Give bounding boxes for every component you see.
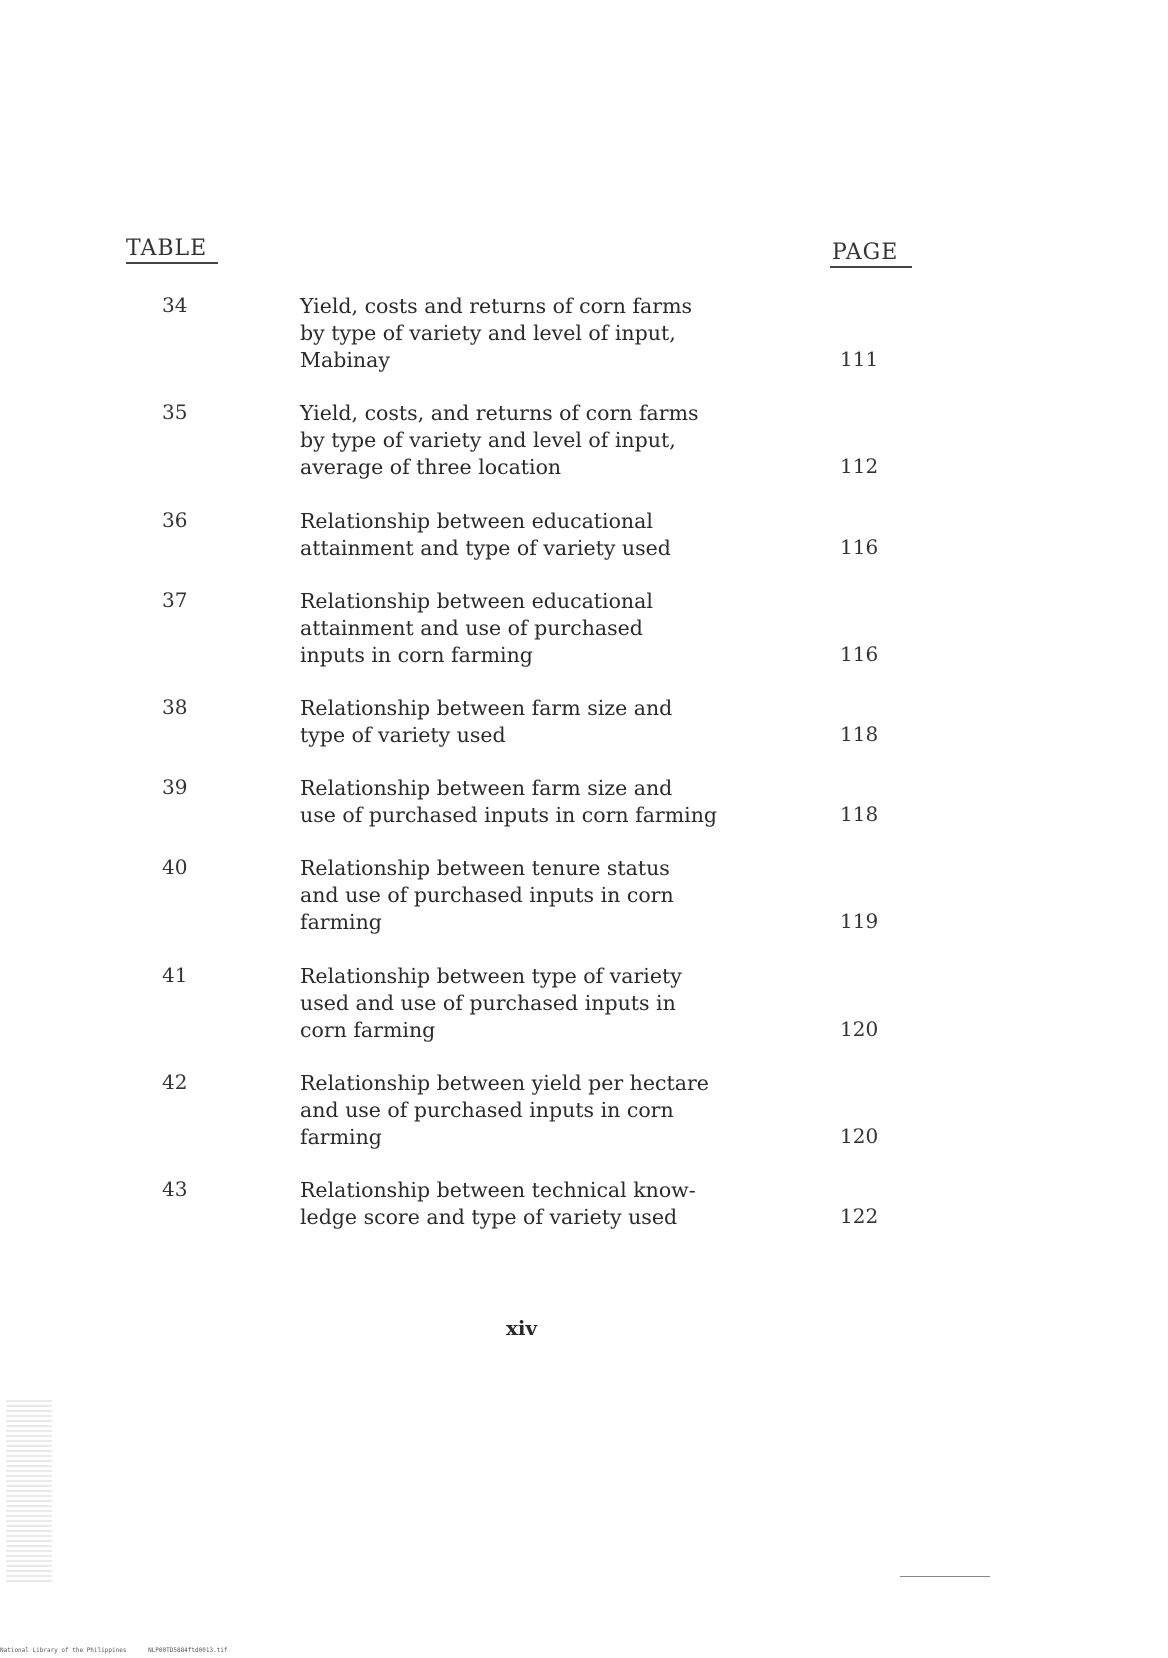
entry-number: 42 — [162, 1070, 188, 1094]
entry-title-line: use of purchased inputs in corn farming — [300, 803, 718, 827]
entry-title-line: Relationship between farm size and — [300, 696, 673, 720]
scan-line-artifact — [900, 1576, 990, 1577]
page-column-header: PAGE — [832, 240, 899, 265]
entry-number: 37 — [162, 588, 188, 612]
entry-title-line: farming — [300, 1125, 382, 1149]
entry-title-line: Yield, costs, and returns of corn farms — [300, 401, 699, 425]
entry-title-line: attainment and type of variety used — [300, 536, 671, 560]
entry-title-line: by type of variety and level of input, — [300, 321, 676, 345]
scan-footer — [0, 1647, 246, 1654]
entry-number: 43 — [162, 1177, 188, 1201]
entry-page-number: 118 — [840, 802, 879, 826]
entry-page-number: 116 — [840, 642, 879, 666]
entry-title-line: Relationship between farm size and — [300, 776, 673, 800]
entry-page-number: 116 — [840, 535, 879, 559]
entry-number: 41 — [162, 963, 188, 987]
entry-title — [300, 695, 800, 749]
entry-title — [300, 963, 800, 1044]
entry-title-line: inputs in corn farming — [300, 643, 533, 667]
entry-title-line: type of variety used — [300, 723, 506, 747]
entry-number: 40 — [162, 855, 188, 879]
entry-title-line: Relationship between yield per hectare — [300, 1071, 709, 1095]
entry-title — [300, 1177, 800, 1231]
entry-title-line: average of three location — [300, 455, 562, 479]
entry-title — [300, 508, 800, 562]
entry-title-line: used and use of purchased inputs in — [300, 991, 676, 1015]
footer-library: National Library of the Philippines — [0, 1647, 127, 1654]
table-column-header: TABLE — [126, 236, 208, 261]
entry-title-line: farming — [300, 910, 382, 934]
entry-number: 38 — [162, 695, 188, 719]
entry-number: 39 — [162, 775, 188, 799]
entry-number: 34 — [162, 293, 188, 317]
footer-file: NLP00TD5884ftd0013.tif — [148, 1647, 228, 1654]
entry-title-line: Mabinay — [300, 348, 390, 372]
entry-page-number: 120 — [840, 1124, 879, 1148]
entry-title-line: and use of purchased inputs in corn — [300, 883, 674, 907]
entry-page-number: 118 — [840, 722, 879, 746]
entry-title-line: corn farming — [300, 1018, 436, 1042]
entry-title-line: Relationship between technical know- — [300, 1178, 696, 1202]
entry-title-line: Relationship between type of variety — [300, 964, 682, 988]
entry-title-line: Relationship between educational — [300, 589, 653, 613]
entry-title-line: and use of purchased inputs in corn — [300, 1098, 674, 1122]
entry-title-line: attainment and use of purchased — [300, 616, 643, 640]
page-header-underline — [830, 266, 912, 268]
entry-title — [300, 775, 800, 829]
entry-title-line: Relationship between educational — [300, 509, 653, 533]
entry-title-line: ledge score and type of variety used — [300, 1205, 678, 1229]
table-header-underline — [126, 262, 218, 264]
entry-title — [300, 855, 800, 936]
entry-title-line: by type of variety and level of input, — [300, 428, 676, 452]
entry-title — [300, 588, 800, 669]
page-folio: xiv — [506, 1316, 538, 1340]
entry-page-number: 122 — [840, 1204, 879, 1228]
entry-title-line: Yield, costs and returns of corn farms — [300, 294, 693, 318]
entry-title-line: Relationship between tenure status — [300, 856, 670, 880]
entry-page-number: 111 — [840, 347, 879, 371]
entry-title — [300, 400, 800, 481]
entry-title — [300, 293, 800, 374]
entry-title — [300, 1070, 800, 1151]
entry-page-number: 119 — [840, 909, 879, 933]
entry-number: 35 — [162, 400, 188, 424]
scan-edge-artifact — [6, 1400, 52, 1582]
entry-page-number: 112 — [840, 454, 879, 478]
entry-page-number: 120 — [840, 1017, 879, 1041]
entry-number: 36 — [162, 508, 188, 532]
